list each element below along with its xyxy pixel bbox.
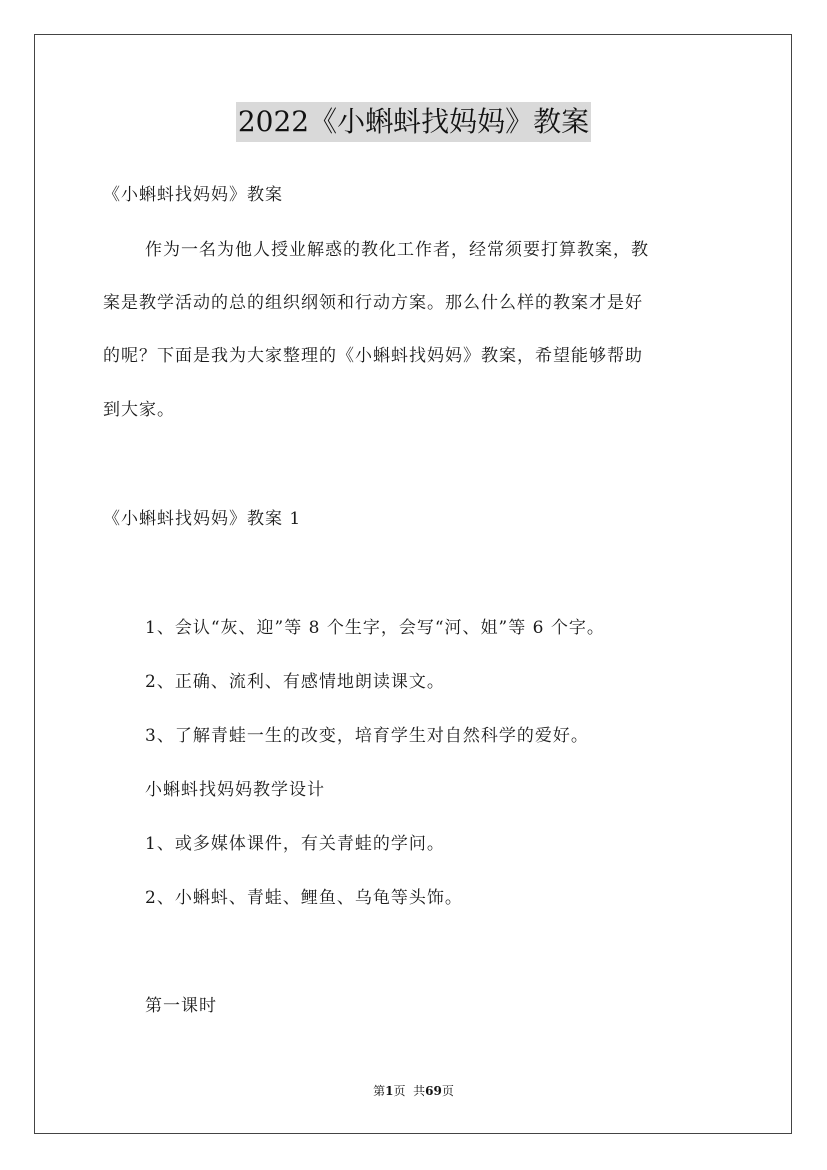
total-suffix: 页: [441, 1084, 454, 1098]
title-container: [0, 102, 827, 142]
total-prefix: 共: [413, 1084, 426, 1098]
page-prefix: 第: [373, 1084, 386, 1098]
document-subtitle: 《小蝌蚪找妈妈》教案: [103, 185, 283, 205]
intro-line-2: 案是教学活动的总的组织纲领和行动方案。那么什么样的教案才是好: [103, 293, 643, 313]
goal-item-2: 2、正确、流利、有感情地朗读课文。: [145, 672, 445, 692]
page-footer: [0, 1083, 827, 1099]
section-heading: 《小蝌蚪找妈妈》教案 1: [103, 509, 302, 529]
material-item-2: 2、小蝌蚪、青蛙、鲤鱼、乌龟等头饰。: [145, 888, 463, 908]
intro-line-1: 作为一名为他人授业解惑的教化工作者，经常须要打算教案，教: [145, 240, 649, 260]
intro-line-3: 的呢？下面是我为大家整理的《小蝌蚪找妈妈》教案，希望能够帮助: [103, 346, 643, 366]
intro-line-4: 到大家。: [103, 400, 175, 420]
total-pages: 69: [425, 1084, 442, 1098]
goal-item-1: 1、会认“灰、迎”等 8 个生字，会写“河、姐”等 6 个字。: [145, 618, 605, 638]
page-number: 1: [385, 1084, 394, 1098]
design-heading: 小蝌蚪找妈妈教学设计: [145, 780, 325, 800]
document-title: 2022《小蝌蚪找妈妈》教案: [236, 102, 591, 142]
page-suffix: 页: [393, 1084, 406, 1098]
goal-item-3: 3、了解青蛙一生的改变，培育学生对自然科学的爱好。: [145, 726, 589, 746]
material-item-1: 1、或多媒体课件，有关青蛙的学问。: [145, 834, 445, 854]
lesson-heading: 第一课时: [145, 996, 217, 1016]
